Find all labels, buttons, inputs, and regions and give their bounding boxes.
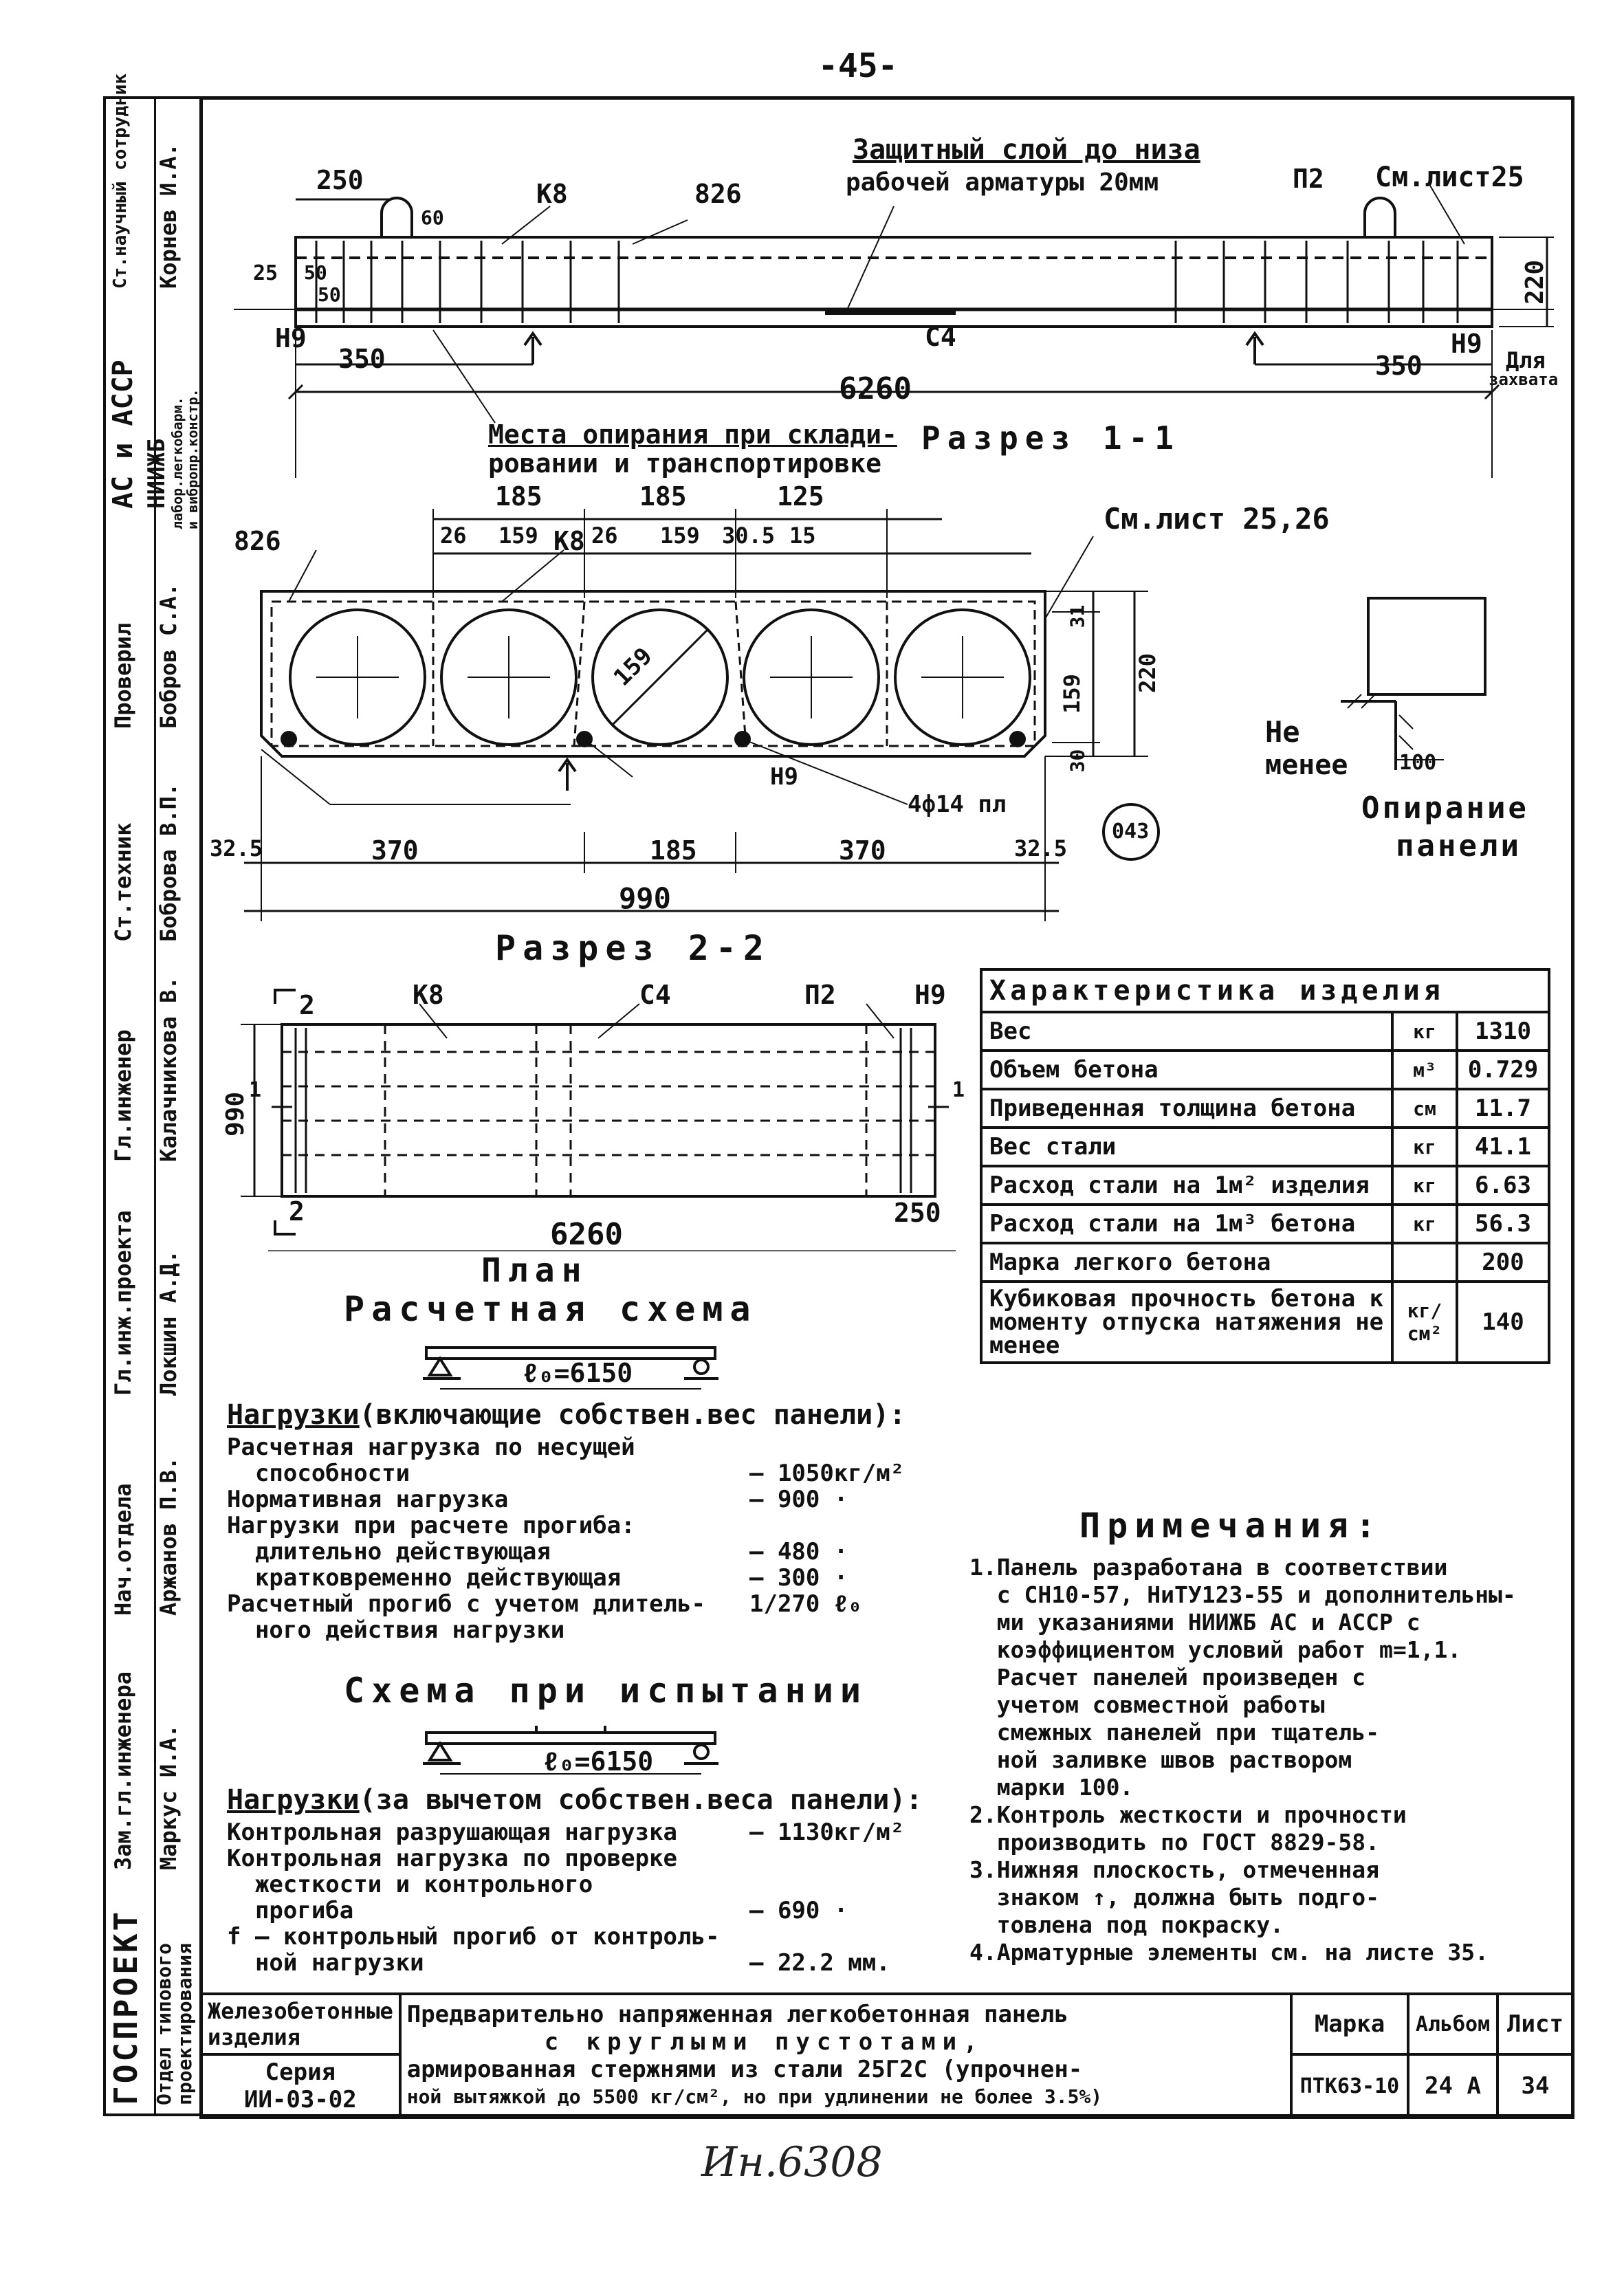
calc-loads-title	[227, 1399, 906, 1431]
tb-left-top: Железобетонные изделия	[201, 1994, 400, 2054]
test-line-text: Контрольная разрушающая нагрузка	[227, 1819, 678, 1846]
note-line: коэффициентом условий работ m=1,1.	[969, 1636, 1462, 1663]
d2-dim-sub-3: 26	[591, 523, 618, 549]
side-col6-role: Гл.инж.проекта	[110, 1210, 136, 1396]
d2-dim-bottom-3: 185	[650, 835, 697, 866]
support-dim-100: 100	[1399, 751, 1437, 775]
tb-desc-3: армированная стержнями из стали 25Г2С (упрочнен-	[406, 2056, 1083, 2083]
char-name: Расход стали на 1м³ бетона	[981, 1205, 1392, 1243]
char-value: 56.3	[1457, 1205, 1549, 1243]
characteristics-table	[980, 968, 1550, 1364]
d2-dim-top-3: 125	[777, 481, 824, 512]
d1-dim-50a: 50	[304, 261, 327, 284]
tb-desc-2: с круглыми пустотами,	[544, 2028, 985, 2056]
calc-line-text: способности	[227, 1460, 410, 1487]
d1-support-note-2: ровании и транспортировке	[488, 448, 881, 479]
test-line	[227, 1819, 1004, 1845]
side-col1-role: Ст.научный сотрудник	[110, 73, 131, 289]
tb-desc-1: Предварительно напряженная легкобетонная панель	[406, 2001, 1068, 2028]
d2-dim-sub-6: 15	[789, 523, 816, 549]
d2-dim-sub-5: 30.5	[722, 523, 776, 549]
calc-line	[227, 1564, 1004, 1590]
tb-h-marka: Марка	[1291, 1994, 1408, 2054]
test-line-value: — 690 ·	[749, 1897, 848, 1924]
plan-dim-990: 990	[221, 1091, 250, 1137]
tb-v-marka: ПТК63-10	[1291, 2054, 1408, 2118]
char-unit	[1392, 1243, 1457, 1282]
test-title: Схема при испытании	[344, 1671, 868, 1711]
calc-line	[227, 1512, 1004, 1538]
d1-see-sheet25: См.лист25	[1375, 162, 1524, 193]
char-name: Вес	[981, 1012, 1392, 1051]
d1-section-title: Разрез 1-1	[921, 419, 1181, 457]
calc-line-value: — 300 ·	[749, 1564, 848, 1592]
tb-series-label: Серия	[265, 2058, 336, 2086]
note-line: 3.Нижняя плоскость, отмеченная	[969, 1856, 1380, 1883]
d2-dim-bottom-5: 32.5	[1014, 835, 1068, 861]
char-table-row	[981, 1243, 1549, 1282]
note-line: Расчет панелей произведен с	[969, 1664, 1366, 1691]
plan-mark-c4: С4	[639, 980, 671, 1010]
tb-h-album: Альбом	[1408, 1994, 1497, 2054]
calc-loads-title-main: Нагрузки	[227, 1399, 360, 1431]
d2-section-title: Разрез 2-2	[495, 928, 771, 968]
support-ne: Не	[1265, 715, 1300, 749]
d2-mark-826: 826	[234, 526, 281, 556]
test-line-value: — 22.2 мм.	[749, 1949, 890, 1977]
test-loads-title-main: Нагрузки	[227, 1784, 360, 1816]
calc-line-text: Нагрузки при расчете прогиба:	[227, 1512, 635, 1539]
tb-desc-4: ной вытяжкой до 5500 кг/см², но при удлинении не более 3.5%)	[406, 2085, 1103, 2108]
side-col7-name: Аржанов П.В.	[155, 1456, 182, 1616]
d1-mark-826: 826	[694, 179, 742, 209]
char-value: 1310	[1457, 1012, 1549, 1051]
tb-left-bottom	[201, 2054, 400, 2118]
support-menee: менее	[1265, 749, 1348, 781]
test-line-text: жесткости и контрольного	[227, 1871, 593, 1898]
side-org: ГОСПРОЕКТ	[107, 1909, 144, 2105]
char-value: 0.729	[1457, 1051, 1549, 1089]
char-name: Объем бетона	[981, 1051, 1392, 1089]
plan-drawing	[213, 976, 969, 1251]
side-col8-role: Зам.гл.инженера	[110, 1671, 136, 1870]
note-line: 4.Арматурные элементы см. на листе 35.	[969, 1939, 1489, 1966]
page-number: -45-	[818, 47, 898, 85]
char-table-row	[981, 1128, 1549, 1166]
d2-dim-sub-1: 26	[440, 523, 467, 549]
calc-line	[227, 1486, 1004, 1512]
char-unit: м³	[1392, 1051, 1457, 1089]
side-col2-org2: НИИЖБ	[143, 438, 171, 509]
calc-line	[227, 1460, 1004, 1486]
test-line	[227, 1949, 1004, 1975]
tb-v-album: 24 А	[1408, 2054, 1497, 2118]
note-line: смежных панелей при тщатель-	[969, 1719, 1380, 1746]
plan-title: План	[481, 1251, 589, 1290]
side-col3-name: Бобров С.А.	[155, 583, 182, 729]
test-line-value: — 1130кг/м²	[749, 1819, 905, 1846]
side-dept-1: Отдел типового	[153, 1942, 175, 2105]
test-line	[227, 1923, 1004, 1949]
calc-line	[227, 1434, 1004, 1460]
char-table-header: Характеристика изделия	[981, 969, 1549, 1012]
test-line-text: ной нагрузки	[227, 1949, 424, 1977]
d1-dim-50b: 50	[318, 283, 341, 306]
char-name: Расход стали на 1м² изделия	[981, 1166, 1392, 1205]
side-col6-name: Локшин А.Д.	[155, 1250, 182, 1396]
support-title-2: панели	[1396, 828, 1522, 864]
d2-see-sheets: См.лист 25,26	[1104, 502, 1330, 536]
side-col4-name: Боброва В.П.	[155, 782, 182, 942]
d2-dim-220: 220	[1134, 653, 1161, 693]
side-col4-role: Ст.техник	[110, 822, 136, 942]
note-line: учетом совместной работы	[969, 1691, 1325, 1718]
calc-line-text: кратковременно действующая	[227, 1564, 622, 1592]
calc-lines	[227, 1434, 1004, 1643]
d1-dim-250: 250	[316, 165, 364, 195]
calc-line-text: Расчетный прогиб с учетом длитель-	[227, 1590, 705, 1618]
note-line: товлена под покраску.	[969, 1911, 1284, 1938]
note-line: с СН10-57, НиТУ123-55 и дополнительны-	[969, 1581, 1516, 1608]
side-dept-2: проектирования	[173, 1942, 196, 2105]
calc-title: Расчетная схема	[344, 1289, 758, 1329]
test-loads-title	[227, 1784, 922, 1816]
char-value: 6.63	[1457, 1166, 1549, 1205]
calc-line-value: — 480 ·	[749, 1538, 848, 1566]
char-value: 140	[1457, 1282, 1549, 1363]
note-line: марки 100.	[969, 1774, 1134, 1801]
calc-line-value: 1/270 ℓ₀	[749, 1590, 862, 1618]
d1-dim-6260: 6260	[839, 371, 912, 406]
test-line	[227, 1897, 1004, 1923]
calc-loads	[227, 1399, 906, 1431]
note-line: 2.Контроль жесткости и прочности	[969, 1801, 1407, 1828]
plan-dim-6260: 6260	[550, 1217, 623, 1252]
char-unit: кг	[1392, 1205, 1457, 1243]
test-loads	[227, 1784, 922, 1816]
calc-span: ℓ₀=6150	[523, 1358, 633, 1388]
char-table-row	[981, 1282, 1549, 1363]
calc-line-value: — 900 ·	[749, 1486, 848, 1513]
char-table-row	[981, 1089, 1549, 1128]
test-line	[227, 1845, 1004, 1871]
d2-dim-159: 159	[1058, 674, 1085, 714]
d2-circle-043: 043	[1112, 820, 1150, 844]
test-line	[227, 1871, 1004, 1897]
d2-dim-990: 990	[619, 881, 671, 915]
d2-dim-top-2: 185	[639, 481, 687, 512]
d1-dim-350-left: 350	[338, 344, 386, 374]
d2-dim-sub-2: 159	[498, 523, 538, 549]
d2-dim-bottom-2: 370	[371, 835, 419, 866]
section-2-2-drawing	[206, 481, 1238, 949]
plan-mark-2-top: 2	[299, 990, 315, 1020]
calc-line-text: длительно действующая	[227, 1538, 551, 1566]
test-loads-title-rest: (за вычетом собствен.веса панели):	[359, 1784, 923, 1816]
d2-dim-bottom-1: 32.5	[210, 835, 263, 861]
plan-mark-2-bottom: 2	[289, 1196, 305, 1227]
d2-dim-top-1: 185	[495, 481, 542, 512]
char-unit: см	[1392, 1089, 1457, 1128]
char-unit: кг	[1392, 1012, 1457, 1051]
note-line: производить по ГОСТ 8829-58.	[969, 1829, 1380, 1856]
side-col5-role: Гл.инженер	[110, 1029, 136, 1162]
char-value: 200	[1457, 1243, 1549, 1282]
d1-mark-h9-right: Н9	[1451, 329, 1482, 359]
char-unit: кг	[1392, 1128, 1457, 1166]
calc-line-text: ного действия нагрузки	[227, 1616, 565, 1644]
char-table-row	[981, 1012, 1549, 1051]
plan-mark-1-right: 1	[952, 1078, 965, 1102]
char-table-row	[981, 1166, 1549, 1205]
characteristics-table-wrap	[980, 968, 1550, 1364]
plan-mark-p2: П2	[804, 980, 836, 1010]
note-line: ми указаниями НИИЖБ АС и АССР с	[969, 1609, 1420, 1636]
tb-series-value: ИИ-03-02	[243, 2086, 357, 2113]
side-col7-role: Нач.отдела	[110, 1483, 136, 1616]
d1-support-note: Места опирания при склади-	[488, 419, 897, 450]
tb-v-list: 34	[1497, 2054, 1573, 2118]
calc-line	[227, 1590, 1004, 1616]
d1-for-grip-2: захвата	[1489, 370, 1559, 389]
calc-line-value: — 1050кг/м²	[749, 1460, 905, 1487]
d2-dim-30: 30	[1066, 749, 1089, 773]
note-line: ной заливке швов раствором	[969, 1746, 1352, 1773]
plan-dim-250: 250	[894, 1198, 941, 1228]
d2-dim-31: 31	[1066, 604, 1089, 628]
plan-mark-k8: К8	[413, 980, 444, 1010]
d1-mark-p2: П2	[1293, 164, 1324, 194]
d1-dim-60: 60	[421, 206, 444, 229]
d1-mark-c4: С4	[925, 322, 956, 352]
calc-line-text: Нормативная нагрузка	[227, 1486, 509, 1513]
char-table-row	[981, 1205, 1549, 1243]
char-value: 11.7	[1457, 1089, 1549, 1128]
char-unit: кг	[1392, 1166, 1457, 1205]
d1-dim-350-right: 350	[1375, 351, 1423, 381]
d1-for-grip: Для	[1506, 347, 1546, 373]
test-line-text: f — контрольный прогиб от контроль-	[227, 1923, 720, 1951]
side-col1-name: Корнев И.А.	[155, 143, 182, 289]
test-line-text: Контрольная нагрузка по проверке	[227, 1845, 678, 1872]
calc-line	[227, 1616, 1004, 1643]
side-col5-name: Калачникова В.	[155, 976, 182, 1162]
side-col2-org: АС и АССР	[107, 360, 139, 509]
calc-line	[227, 1538, 1004, 1564]
calc-loads-title-rest: (включающие собствен.вес панели):	[359, 1399, 906, 1431]
d2-mark-k8: К8	[553, 526, 585, 556]
calc-line-text: Расчетная нагрузка по несущей	[227, 1434, 635, 1461]
notes-list	[969, 1554, 1516, 1966]
test-span: ℓ₀=6150	[543, 1746, 654, 1777]
d1-mark-k8: К8	[536, 179, 568, 209]
d2-dim-sub-4: 159	[660, 523, 700, 549]
side-col2-lab2: и вибропр.констр.	[184, 388, 201, 529]
char-name: Приведенная толщина бетона	[981, 1089, 1392, 1128]
d1-note-protect-2: рабочей арматуры 20мм	[846, 168, 1159, 197]
d2-dim-bottom-4: 370	[839, 835, 886, 866]
bottom-code: Ин.6308	[701, 2138, 883, 2186]
d1-mark-h9-left: Н9	[275, 323, 307, 353]
side-col3-role: Проверил	[110, 622, 136, 729]
tb-description	[400, 1994, 1291, 2118]
side-col8-name: Маркус И.А.	[155, 1724, 182, 1870]
char-name: Марка легкого бетона	[981, 1243, 1392, 1282]
support-title: Опирание	[1361, 791, 1529, 826]
char-table-row	[981, 1051, 1549, 1089]
d1-dim-220: 220	[1521, 259, 1550, 305]
d1-note-protect: Защитный слой до низа	[853, 134, 1200, 166]
char-unit: кг/см²	[1392, 1282, 1457, 1363]
plan-mark-h9: Н9	[914, 980, 946, 1010]
d2-mark-h9: Н9	[770, 763, 798, 791]
notes-title: Примечания:	[1079, 1506, 1383, 1546]
char-name: Вес стали	[981, 1128, 1392, 1166]
char-name: Кубиковая прочность бетона к моменту отпуска натяжения не менее	[981, 1282, 1392, 1363]
title-block	[199, 1992, 1574, 2119]
test-lines	[227, 1819, 1004, 1975]
side-col2-lab: лабор.легкобарм.	[169, 397, 186, 529]
test-line-text: прогиба	[227, 1897, 354, 1924]
plan-mark-1-left: 1	[249, 1078, 262, 1102]
support-detail	[1341, 591, 1519, 770]
char-value: 41.1	[1457, 1128, 1549, 1166]
d2-dia-159: 159	[608, 642, 658, 692]
note-line: 1.Панель разработана в соответствии	[969, 1554, 1448, 1581]
tb-h-list: Лист	[1497, 1994, 1573, 2054]
d1-dim-25: 25	[253, 261, 278, 285]
d2-bars: 4ф14 пл	[908, 791, 1007, 818]
note-line: знаком ↑, должна быть подго-	[969, 1884, 1380, 1911]
